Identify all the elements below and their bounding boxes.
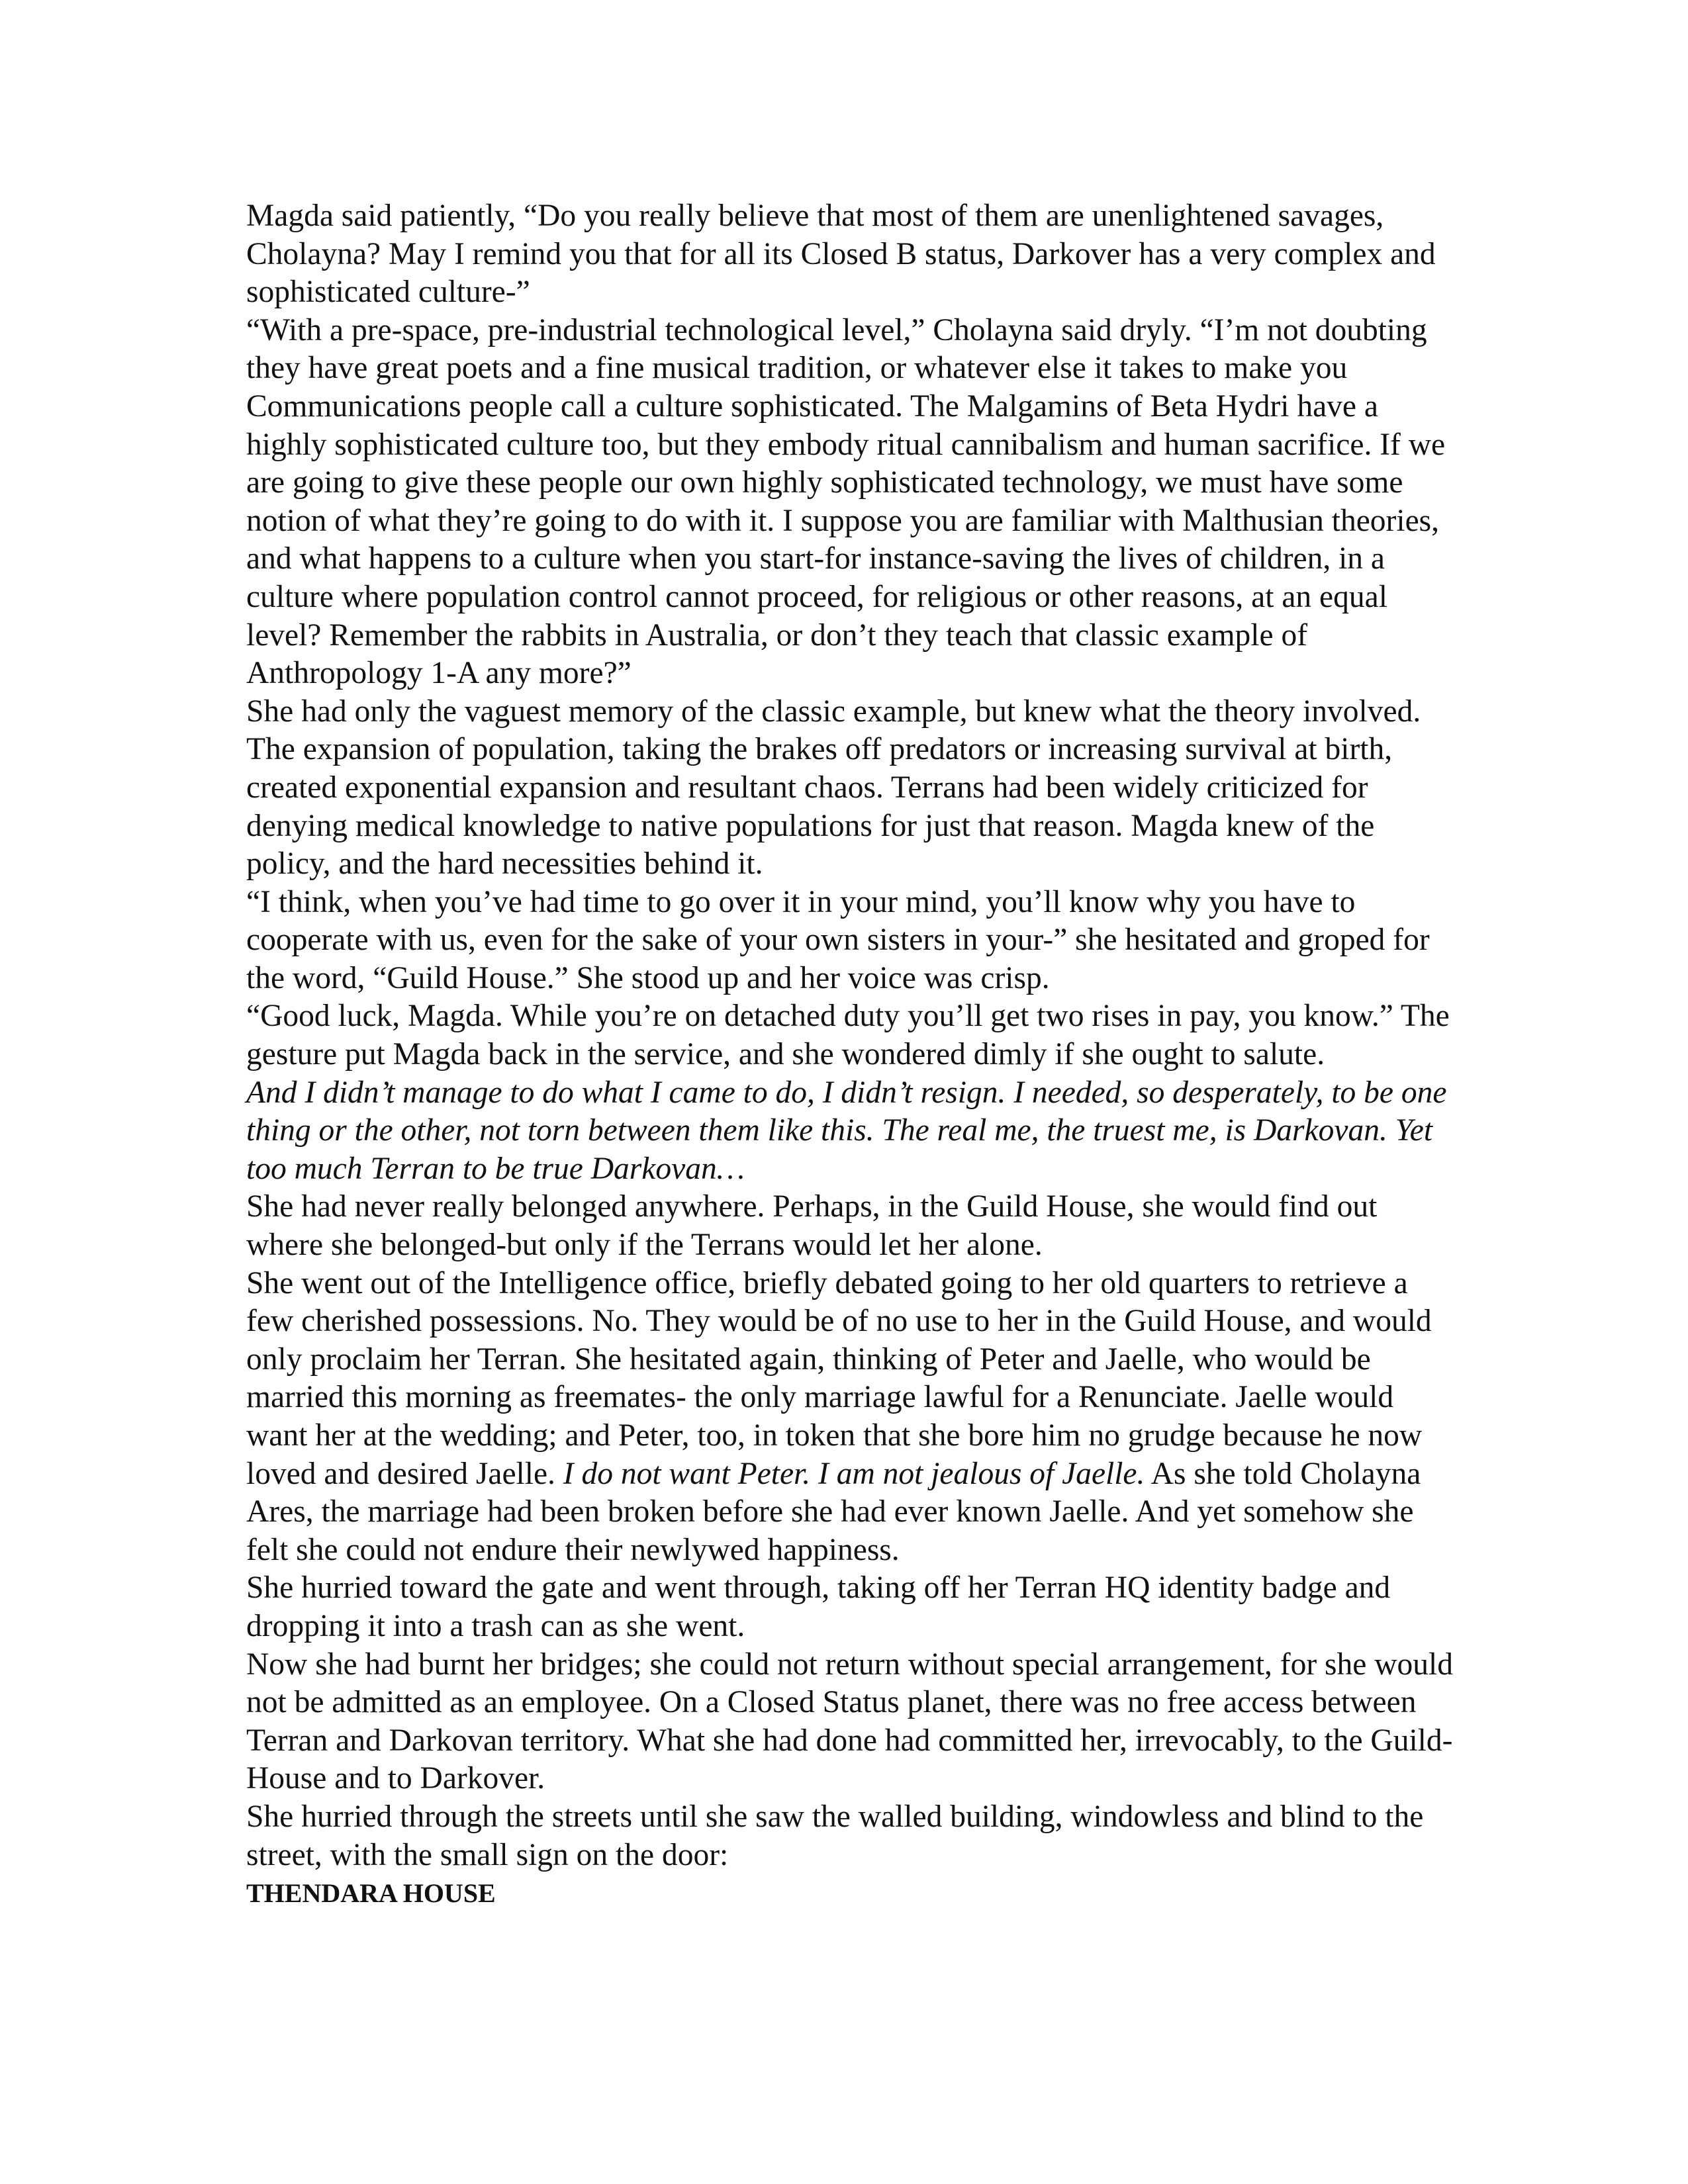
paragraph-2: “With a pre-space, pre-industrial technological level,” Cholayna said dryly. “I’m not doubting they have great poets and a fine musical tradition, or whatever else it takes to make you Communications people call a culture sophisticated. The Malgamins of Beta Hydri have a highly sophisticated culture too, but they embody ritual cannibalism and human sacrifice. If we are going to give these people our own highly sophisticated technology, we must have some notion of what they’re going to do with it. I suppose you are familiar with Malthusian theories, and what happens to a culture when you start-for instance-saving the lives of children, in a culture where population control cannot proceed, for religious or other reasons, at an equal level? Remember the rabbits in Australia, or don’t they teach that classic example of Anthropology 1-A any more?” [246,312,1446,691]
paragraph-5: “Good luck, Magda. While you’re on detached duty you’ll get two rises in pay, you know.” The gesture put Magda back in the service, and she wondered dimly if she ought to salute. [246,999,1450,1072]
paragraph-1: Magda said patiently, “Do you really believe that most of them are unenlightened savages, Cholayna? May I remind you that for all its Closed B status, Darkover has a very complex and sophisticated culture-” [246,199,1436,310]
paragraph-8-part1: She went out of the Intelligence office, briefly debated going to her old quarters to retrieve a few cherished possessions. No. They would be of no use to her in the Guild House, and would only proclaim her Terran. She hesitated again, thinking of Peter and Jaelle, who would be married this morning as freemates- the only marriage lawful for a Renunciate. Jaelle would want her at the wedding; and Peter, too, in token that she bore him no grudge because he now loved and desired Jaelle. [246,1265,1432,1491]
paragraph-6-italic-thought: And I didn’t manage to do what I came to do, I didn’t resign. I needed, so desperately, to be one thing or the other, not torn between them like this. The real me, the truest me, is Darkovan. Yet too much Terran to be true Darkovan… [246,1075,1447,1186]
paragraph-4: “I think, when you’ve had time to go over it in your mind, you’ll know why you have to cooperate with us, even for the sake of your own sisters in your-” she hesitated and groped for the word, “Guild House.” She stood up and her voice was crisp. [246,884,1430,995]
paragraph-8 [246,1265,1458,1570]
door-sign-heading: THENDARA HOUSE [246,1878,496,1909]
document-page [246,197,1458,1913]
paragraph-7: She had never really belonged anywhere. Perhaps, in the Guild House, she would find out where she belonged-but only if the Terrans would let her alone. [246,1189,1378,1263]
paragraph-10: Now she had burnt her bridges; she could not return without special arrangement, for she would not be admitted as an employee. On a Closed Status planet, there was no free access between Terran and Darkovan territory. What she had done had committed her, irrevocably, to the Guild-House and to Darkover. [246,1647,1453,1796]
paragraph-8-part2: As she told Cholayna Ares, the marriage had been broken before she had ever known Jaelle. And yet somehow she felt she could not endure their newlywed happiness. [246,1456,1421,1567]
paragraph-11: She hurried through the streets until she saw the walled building, windowless and blind to the street, with the small sign on the door: [246,1799,1424,1872]
paragraph-9: She hurried toward the gate and went through, taking off her Terran HQ identity badge and dropping it into a trash can as she went. [246,1570,1391,1643]
paragraph-3: She had only the vaguest memory of the classic example, but knew what the theory involved. The expansion of population, taking the brakes off predators or increasing survival at birth, created exponential expansion and resultant chaos. Terrans had been widely criticized for denying medical knowledge to native populations for just that reason. Magda knew of the policy, and the hard necessities behind it. [246,694,1421,882]
paragraph-8-italic: I do not want Peter. I am not jealous of Jaelle. [563,1456,1145,1491]
